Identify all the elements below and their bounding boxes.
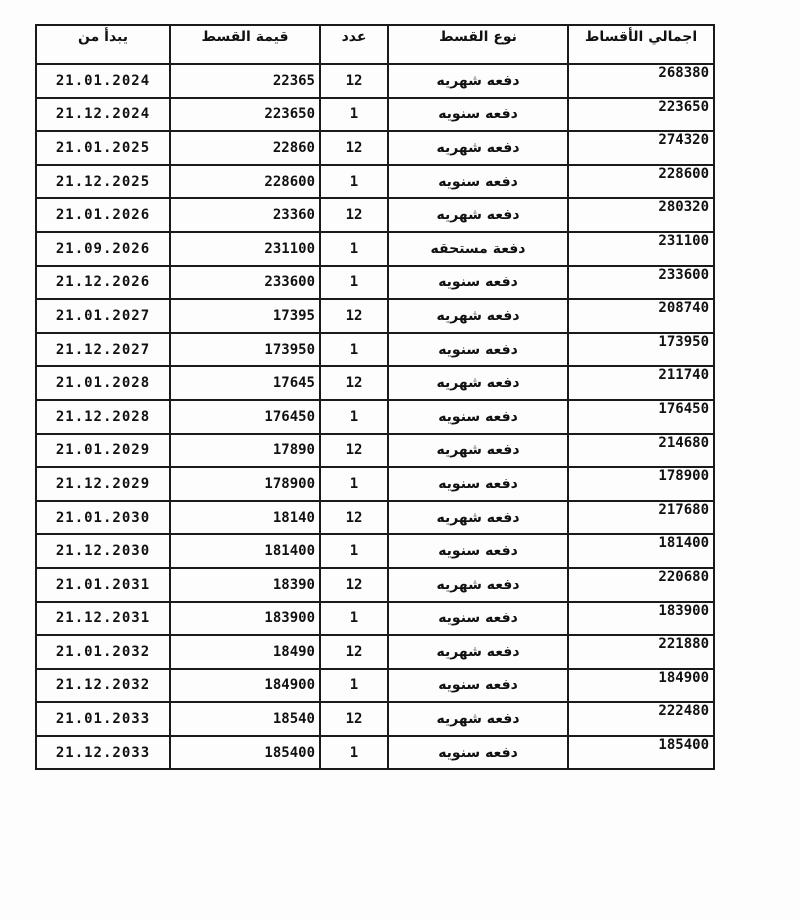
installment-type-cell: دفعه شهريه [388, 434, 568, 468]
table-row [36, 266, 714, 300]
installment-schedule-table [35, 24, 715, 770]
table-row [36, 400, 714, 434]
installment-type-cell: دفعه شهريه [388, 198, 568, 232]
installment-value-cell: 185400 [170, 736, 320, 770]
installment-type-cell: دفعه سنويه [388, 333, 568, 367]
date-cell: 21.01.2027 [36, 299, 170, 333]
table-row [36, 98, 714, 132]
count-cell: 1 [320, 467, 388, 501]
installment-type-cell: دفعه شهريه [388, 299, 568, 333]
installment-value-cell: 233600 [170, 266, 320, 300]
table-row [36, 232, 714, 266]
date-cell: 21.12.2026 [36, 266, 170, 300]
installment-type-cell: دفعه سنويه [388, 266, 568, 300]
installment-type-cell: دفعة مستحقه [388, 232, 568, 266]
table-row [36, 501, 714, 535]
total-cell: 208740 [568, 299, 714, 333]
header-start-date: يبدأ من [36, 25, 170, 64]
total-cell: 214680 [568, 434, 714, 468]
header-count: عدد [320, 25, 388, 64]
installment-type-cell: دفعه شهريه [388, 501, 568, 535]
count-cell: 12 [320, 299, 388, 333]
header-total: اجمالي الأقساط [568, 25, 714, 64]
installment-type-cell: دفعه شهريه [388, 635, 568, 669]
date-cell: 21.01.2031 [36, 568, 170, 602]
total-cell: 280320 [568, 198, 714, 232]
table-row [36, 702, 714, 736]
total-cell: 222480 [568, 702, 714, 736]
total-cell: 184900 [568, 669, 714, 703]
count-cell: 1 [320, 165, 388, 199]
header-installment-type: نوع القسط [388, 25, 568, 64]
table-row [36, 131, 714, 165]
installment-type-cell: دفعه سنويه [388, 736, 568, 770]
installment-value-cell: 184900 [170, 669, 320, 703]
count-cell: 12 [320, 635, 388, 669]
table-row [36, 333, 714, 367]
total-cell: 183900 [568, 602, 714, 636]
date-cell: 21.01.2024 [36, 64, 170, 98]
date-cell: 21.01.2028 [36, 366, 170, 400]
table-row [36, 736, 714, 770]
installment-type-cell: دفعه سنويه [388, 165, 568, 199]
count-cell: 1 [320, 333, 388, 367]
date-cell: 21.01.2032 [36, 635, 170, 669]
date-cell: 21.12.2032 [36, 669, 170, 703]
table-row [36, 467, 714, 501]
installment-value-cell: 22860 [170, 131, 320, 165]
installment-type-cell: دفعه سنويه [388, 669, 568, 703]
installment-value-cell: 173950 [170, 333, 320, 367]
total-cell: 220680 [568, 568, 714, 602]
table-header-row [36, 25, 714, 64]
count-cell: 12 [320, 64, 388, 98]
installment-value-cell: 18490 [170, 635, 320, 669]
total-cell: 233600 [568, 266, 714, 300]
count-cell: 1 [320, 266, 388, 300]
installment-type-cell: دفعه سنويه [388, 602, 568, 636]
date-cell: 21.01.2033 [36, 702, 170, 736]
total-cell: 217680 [568, 501, 714, 535]
installment-value-cell: 176450 [170, 400, 320, 434]
table-row [36, 669, 714, 703]
installment-type-cell: دفعه سنويه [388, 98, 568, 132]
total-cell: 268380 [568, 64, 714, 98]
count-cell: 12 [320, 434, 388, 468]
count-cell: 1 [320, 736, 388, 770]
table-row [36, 434, 714, 468]
total-cell: 185400 [568, 736, 714, 770]
installment-type-cell: دفعه شهريه [388, 131, 568, 165]
count-cell: 1 [320, 534, 388, 568]
installment-value-cell: 183900 [170, 602, 320, 636]
table-row [36, 534, 714, 568]
total-cell: 274320 [568, 131, 714, 165]
date-cell: 21.01.2025 [36, 131, 170, 165]
date-cell: 21.12.2029 [36, 467, 170, 501]
installment-value-cell: 17395 [170, 299, 320, 333]
table-row [36, 602, 714, 636]
table-row [36, 64, 714, 98]
count-cell: 1 [320, 400, 388, 434]
total-cell: 231100 [568, 232, 714, 266]
installment-value-cell: 181400 [170, 534, 320, 568]
date-cell: 21.12.2033 [36, 736, 170, 770]
count-cell: 1 [320, 232, 388, 266]
table-row [36, 198, 714, 232]
count-cell: 1 [320, 669, 388, 703]
installment-value-cell: 17645 [170, 366, 320, 400]
installment-value-cell: 23360 [170, 198, 320, 232]
table-row [36, 366, 714, 400]
installment-value-cell: 18540 [170, 702, 320, 736]
date-cell: 21.01.2029 [36, 434, 170, 468]
date-cell: 21.12.2028 [36, 400, 170, 434]
date-cell: 21.12.2024 [36, 98, 170, 132]
total-cell: 221880 [568, 635, 714, 669]
installment-value-cell: 228600 [170, 165, 320, 199]
installment-type-cell: دفعه شهريه [388, 64, 568, 98]
total-cell: 178900 [568, 467, 714, 501]
installment-type-cell: دفعه سنويه [388, 467, 568, 501]
total-cell: 211740 [568, 366, 714, 400]
installment-value-cell: 223650 [170, 98, 320, 132]
installment-value-cell: 22365 [170, 64, 320, 98]
table-row [36, 165, 714, 199]
installment-value-cell: 18140 [170, 501, 320, 535]
count-cell: 1 [320, 98, 388, 132]
installment-type-cell: دفعه سنويه [388, 534, 568, 568]
total-cell: 228600 [568, 165, 714, 199]
installment-value-cell: 17890 [170, 434, 320, 468]
installment-value-cell: 178900 [170, 467, 320, 501]
installment-type-cell: دفعه شهريه [388, 568, 568, 602]
date-cell: 21.12.2027 [36, 333, 170, 367]
total-cell: 181400 [568, 534, 714, 568]
date-cell: 21.09.2026 [36, 232, 170, 266]
installment-type-cell: دفعه شهريه [388, 702, 568, 736]
date-cell: 21.12.2030 [36, 534, 170, 568]
count-cell: 1 [320, 602, 388, 636]
count-cell: 12 [320, 131, 388, 165]
date-cell: 21.12.2025 [36, 165, 170, 199]
total-cell: 176450 [568, 400, 714, 434]
date-cell: 21.01.2026 [36, 198, 170, 232]
date-cell: 21.12.2031 [36, 602, 170, 636]
table-row [36, 299, 714, 333]
date-cell: 21.01.2030 [36, 501, 170, 535]
total-cell: 223650 [568, 98, 714, 132]
count-cell: 12 [320, 568, 388, 602]
table-row [36, 635, 714, 669]
installment-value-cell: 231100 [170, 232, 320, 266]
count-cell: 12 [320, 702, 388, 736]
table-row [36, 568, 714, 602]
total-cell: 173950 [568, 333, 714, 367]
installment-type-cell: دفعه شهريه [388, 366, 568, 400]
count-cell: 12 [320, 366, 388, 400]
header-installment-value: قيمة القسط [170, 25, 320, 64]
count-cell: 12 [320, 198, 388, 232]
installment-type-cell: دفعه سنويه [388, 400, 568, 434]
installment-value-cell: 18390 [170, 568, 320, 602]
count-cell: 12 [320, 501, 388, 535]
